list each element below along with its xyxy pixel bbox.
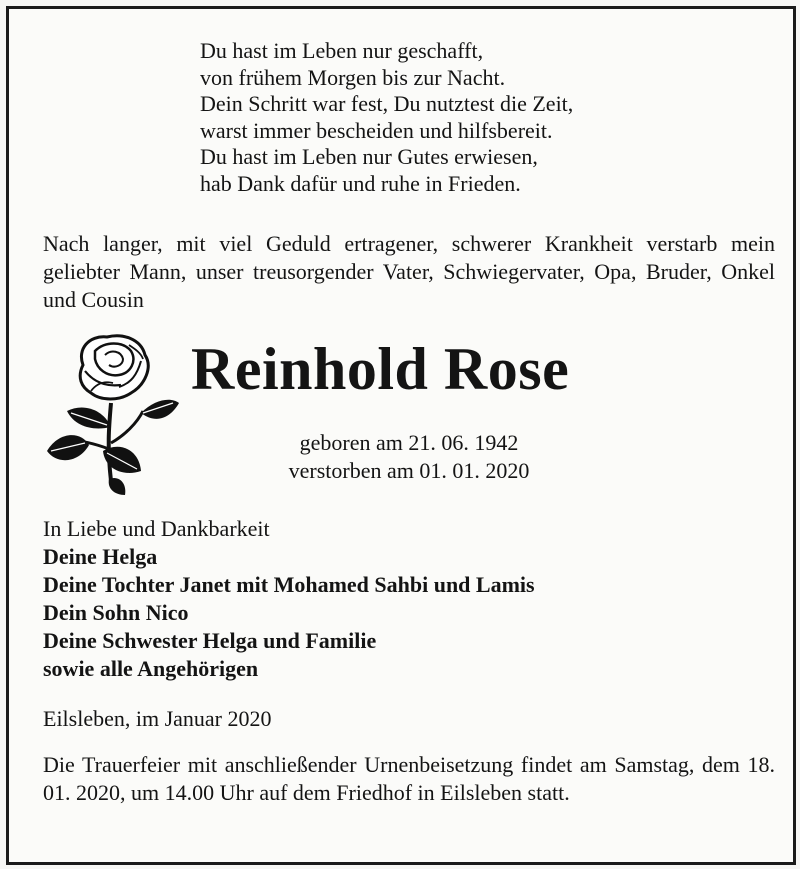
place-date: Eilsleben, im Januar 2020 — [43, 706, 272, 731]
mourner: Deine Helga — [43, 544, 158, 569]
mourner: sowie alle Angehörigen — [43, 656, 259, 681]
intro-text: Nach langer, mit viel Geduld ertragener, schwerer Krankheit verstarb mein geliebter Mann, unser treusorgender Vater, Schwiegervater, Opa, Bruder, Onkel und Cousin — [43, 231, 775, 312]
funeral-notice: Die Trauerfeier mit anschließender Urnenbeisetzung findet am Samstag, dem 18. 01. 2020, um 14.00 Uhr auf dem Friedhof in Eilsleben statt. — [43, 752, 775, 805]
poem — [200, 38, 573, 197]
mourner: Deine Schwester Helga und Familie — [43, 628, 377, 653]
signature-block — [43, 515, 535, 683]
poem-line: hab Dank dafür und ruhe in Frieden. — [200, 170, 521, 196]
birth-date: geboren am 21. 06. 1942 — [299, 430, 519, 455]
poem-line: Du hast im Leben nur geschafft, — [200, 38, 484, 63]
rose-icon — [45, 331, 179, 499]
mourner: Deine Tochter Janet mit Mohamed Sahbi und Lamis — [43, 572, 535, 597]
poem-line: von frühem Morgen bis zur Nacht. — [200, 64, 506, 90]
deceased-name: Reinhold Rose — [191, 336, 570, 402]
poem-line: Du hast im Leben nur Gutes erwiesen, — [200, 144, 538, 169]
mourner: Dein Sohn Nico — [43, 600, 189, 625]
life-dates — [259, 429, 559, 485]
poem-line: warst immer bescheiden und hilfsbereit. — [200, 117, 553, 143]
poem-line: Dein Schritt war fest, Du nutztest die Zeit, — [200, 91, 574, 116]
obituary-frame — [6, 6, 796, 865]
death-date: verstorben am 01. 01. 2020 — [288, 458, 530, 483]
signature-intro: In Liebe und Dankbarkeit — [43, 516, 270, 541]
